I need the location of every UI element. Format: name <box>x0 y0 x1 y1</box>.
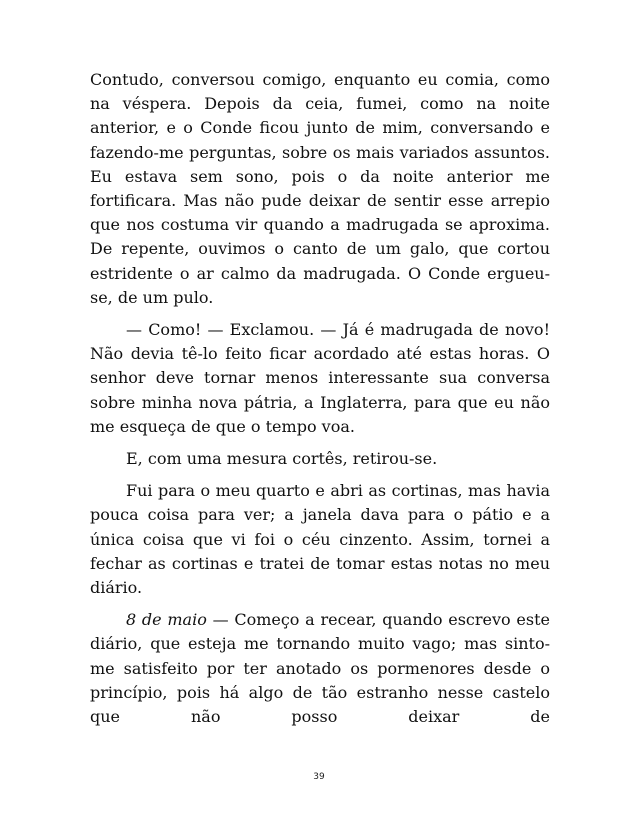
paragraph-3: E, com uma mesura cortês, retirou-se. <box>126 449 438 469</box>
paragraph-5 <box>90 608 550 729</box>
page-number: 39 <box>313 772 325 782</box>
body-text <box>90 68 550 737</box>
paragraph-1: Contudo, conversou comigo, enquanto eu comia, como na véspera. Depois da ceia, fumei, como na noite anterior, e o Conde ficou junto de mim, conversando e fazendo-me perguntas, sobre os mais variados assuntos. Eu estava sem sono, pois o da noite anterior me fortificara. Mas não pude deixar de sentir esse arrepio que nos costuma vir quando a madrugada se aproxima. De repente, ouvimos o canto de um galo, que cortou estridente o ar calmo da madrugada. O Conde ergueu-se, de um pulo. <box>90 70 550 307</box>
paragraph-2: — Como! — Exclamou. — Já é madrugada de novo! Não devia tê-lo feito ficar acordado até estas horas. O senhor deve tornar menos interessante sua conversa sobre minha nova pátria, a Inglaterra, para que eu não me esqueça de que o tempo voa. <box>90 320 550 436</box>
paragraph-4: Fui para o meu quarto e abri as cortinas, mas havia pouca coisa para ver; a janela dava para o pátio e a única coisa que vi foi o céu cinzento. Assim, tornei a fechar as cortinas e tratei de tomar estas notas no meu diário. <box>90 481 550 598</box>
diary-date: 8 de maio <box>126 610 207 630</box>
paragraph-5-text: — Começo a recear, quando escrevo este diário, que esteja me tornando muito vago; mas sinto-me satisfeito por ter anotado os pormenores desde o princípio, pois há algo de tão estranho nesse castelo que não posso deixar de <box>90 610 550 727</box>
